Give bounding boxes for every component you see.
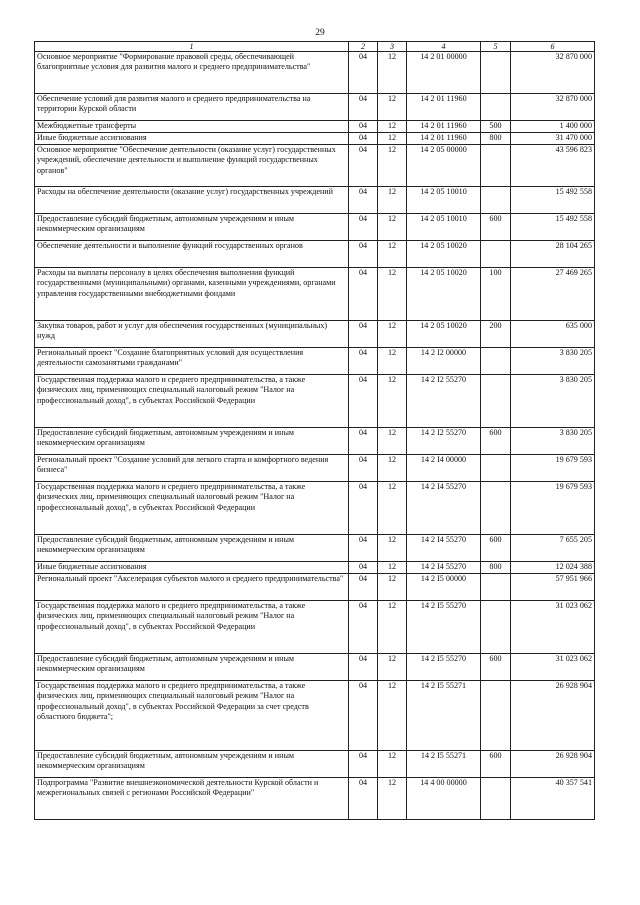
row-subsection-cell: 12 [378, 482, 407, 535]
row-expense-type-cell: 100 [481, 268, 511, 321]
row-amount-cell: 15 492 558 [511, 214, 595, 241]
row-expense-type-cell: 600 [481, 535, 511, 562]
row-amount-cell: 3 830 205 [511, 428, 595, 455]
row-target-article-cell: 14 2 01 11960 [407, 133, 481, 145]
row-subsection-cell: 12 [378, 133, 407, 145]
page-number: 29 [315, 28, 325, 38]
row-section-cell: 04 [349, 574, 378, 601]
row-amount-cell: 15 492 558 [511, 187, 595, 214]
row-name-cell: Предоставление субсидий бюджетным, автономным учреждениям и иным некоммерческим организациям [35, 654, 349, 681]
header-cell: 1 [35, 42, 349, 52]
table-row [35, 778, 595, 820]
header-cell: 5 [481, 42, 511, 52]
table-row [35, 52, 595, 94]
row-target-article-cell: 14 2 I5 55271 [407, 681, 481, 751]
row-target-article-cell: 14 2 I5 00000 [407, 574, 481, 601]
row-subsection-cell: 12 [378, 574, 407, 601]
row-name-cell: Расходы на обеспечение деятельности (оказание услуг) государственных учреждений [35, 187, 349, 214]
row-expense-type-cell: 600 [481, 214, 511, 241]
row-expense-type-cell [481, 348, 511, 375]
table-row [35, 562, 595, 574]
row-section-cell: 04 [349, 428, 378, 455]
row-subsection-cell: 12 [378, 268, 407, 321]
row-expense-type-cell: 600 [481, 751, 511, 778]
row-expense-type-cell [481, 482, 511, 535]
row-name-cell: Региональный проект "Создание условий для легкого старта и комфортного ведения бизнеса" [35, 455, 349, 482]
table-row [35, 455, 595, 482]
row-target-article-cell: 14 2 I4 55270 [407, 562, 481, 574]
row-amount-cell: 3 830 205 [511, 375, 595, 428]
row-name-cell: Предоставление субсидий бюджетным, автономным учреждениям и иным некоммерческим организациям [35, 428, 349, 455]
row-subsection-cell: 12 [378, 241, 407, 268]
row-name-cell: Закупка товаров, работ и услуг для обеспечения государственных (муниципальных) нужд [35, 321, 349, 348]
row-name-cell: Обеспечение деятельности и выполнение функций государственных органов [35, 241, 349, 268]
row-subsection-cell: 12 [378, 321, 407, 348]
row-amount-cell: 43 596 823 [511, 145, 595, 187]
row-subsection-cell: 12 [378, 348, 407, 375]
row-name-cell: Региональный проект "Акселерация субъектов малого и среднего предпринимательства" [35, 574, 349, 601]
row-name-cell: Государственная поддержка малого и среднего предпринимательства, а также физических лиц, применяющих специальный налоговый режим "Налог на профессиональный доход", в субъектах Российской Федерации [35, 482, 349, 535]
row-amount-cell: 57 951 966 [511, 574, 595, 601]
row-name-cell: Предоставление субсидий бюджетным, автономным учреждениям и иным некоммерческим организациям [35, 214, 349, 241]
row-target-article-cell: 14 2 05 10020 [407, 321, 481, 348]
header-row [35, 42, 595, 52]
row-expense-type-cell [481, 601, 511, 654]
table-row [35, 428, 595, 455]
row-section-cell: 04 [349, 268, 378, 321]
row-amount-cell: 3 830 205 [511, 348, 595, 375]
row-section-cell: 04 [349, 145, 378, 187]
row-subsection-cell: 12 [378, 455, 407, 482]
row-expense-type-cell [481, 241, 511, 268]
row-target-article-cell: 14 4 00 00000 [407, 778, 481, 820]
row-subsection-cell: 12 [378, 94, 407, 121]
row-section-cell: 04 [349, 681, 378, 751]
row-amount-cell: 26 928 904 [511, 751, 595, 778]
row-section-cell: 04 [349, 348, 378, 375]
row-amount-cell: 12 024 388 [511, 562, 595, 574]
row-section-cell: 04 [349, 751, 378, 778]
table-row [35, 121, 595, 133]
row-subsection-cell: 12 [378, 375, 407, 428]
row-section-cell: 04 [349, 321, 378, 348]
row-subsection-cell: 12 [378, 681, 407, 751]
row-name-cell: Обеспечение условий для развития малого и среднего предпринимательства на территории Курской области [35, 94, 349, 121]
row-expense-type-cell [481, 145, 511, 187]
row-name-cell: Иные бюджетные ассигнования [35, 133, 349, 145]
row-expense-type-cell [481, 187, 511, 214]
table-row [35, 133, 595, 145]
table-row [35, 482, 595, 535]
row-name-cell: Основное мероприятие "Обеспечение деятельности (оказание услуг) государственных учреждений, обеспечение деятельности и выполнение функций государственных органов" [35, 145, 349, 187]
row-name-cell: Межбюджетные трансферты [35, 121, 349, 133]
row-target-article-cell: 14 2 I4 55270 [407, 535, 481, 562]
row-subsection-cell: 12 [378, 562, 407, 574]
row-amount-cell: 32 870 000 [511, 94, 595, 121]
row-amount-cell: 31 470 000 [511, 133, 595, 145]
row-subsection-cell: 12 [378, 187, 407, 214]
row-expense-type-cell [481, 52, 511, 94]
row-expense-type-cell [481, 681, 511, 751]
row-amount-cell: 19 679 593 [511, 455, 595, 482]
table-row [35, 214, 595, 241]
row-expense-type-cell: 200 [481, 321, 511, 348]
row-name-cell: Расходы на выплаты персоналу в целях обеспечения выполнения функций государственными (муниципальными) органами, казенными учреждениями, органами управления государственными внебюджетными фондами [35, 268, 349, 321]
row-section-cell: 04 [349, 214, 378, 241]
row-target-article-cell: 14 2 05 10010 [407, 187, 481, 214]
row-expense-type-cell [481, 455, 511, 482]
row-name-cell: Подпрограмма "Развитие внешнеэкономической деятельности Курской области и межрегиональных связей с регионами Российской Федерации" [35, 778, 349, 820]
row-expense-type-cell: 800 [481, 562, 511, 574]
row-section-cell: 04 [349, 121, 378, 133]
row-expense-type-cell: 500 [481, 121, 511, 133]
row-subsection-cell: 12 [378, 428, 407, 455]
row-section-cell: 04 [349, 482, 378, 535]
row-section-cell: 04 [349, 375, 378, 428]
row-subsection-cell: 12 [378, 52, 407, 94]
row-amount-cell: 19 679 593 [511, 482, 595, 535]
row-section-cell: 04 [349, 94, 378, 121]
table-row [35, 375, 595, 428]
table-row [35, 187, 595, 214]
table-row [35, 145, 595, 187]
header-cell: 2 [349, 42, 378, 52]
row-section-cell: 04 [349, 562, 378, 574]
row-amount-cell: 1 400 000 [511, 121, 595, 133]
header-cell: 6 [511, 42, 595, 52]
row-amount-cell: 7 655 205 [511, 535, 595, 562]
row-name-cell: Предоставление субсидий бюджетным, автономным учреждениям и иным некоммерческим организациям [35, 751, 349, 778]
row-section-cell: 04 [349, 535, 378, 562]
row-section-cell: 04 [349, 455, 378, 482]
row-section-cell: 04 [349, 133, 378, 145]
row-subsection-cell: 12 [378, 751, 407, 778]
row-amount-cell: 26 928 904 [511, 681, 595, 751]
row-target-article-cell: 14 2 05 10020 [407, 241, 481, 268]
row-subsection-cell: 12 [378, 601, 407, 654]
row-name-cell: Предоставление субсидий бюджетным, автономным учреждениям и иным некоммерческим организациям [35, 535, 349, 562]
table-row [35, 94, 595, 121]
header-cell: 4 [407, 42, 481, 52]
row-target-article-cell: 14 2 I4 00000 [407, 455, 481, 482]
table-row [35, 321, 595, 348]
table-row [35, 348, 595, 375]
table-row [35, 574, 595, 601]
row-section-cell: 04 [349, 778, 378, 820]
row-target-article-cell: 14 2 05 10020 [407, 268, 481, 321]
row-target-article-cell: 14 2 I5 55270 [407, 601, 481, 654]
row-expense-type-cell [481, 375, 511, 428]
row-name-cell: Государственная поддержка малого и среднего предпринимательства, а также физических лиц, применяющих специальный налоговый режим "Налог на профессиональный доход", в субъектах Российской Федерации [35, 375, 349, 428]
row-subsection-cell: 12 [378, 145, 407, 187]
row-target-article-cell: 14 2 01 11960 [407, 94, 481, 121]
row-target-article-cell: 14 2 I5 55270 [407, 654, 481, 681]
row-target-article-cell: 14 2 I2 00000 [407, 348, 481, 375]
row-target-article-cell: 14 2 I2 55270 [407, 428, 481, 455]
row-name-cell: Иные бюджетные ассигнования [35, 562, 349, 574]
row-section-cell: 04 [349, 52, 378, 94]
row-name-cell: Государственная поддержка малого и среднего предпринимательства, а также физических лиц, применяющих специальный налоговый режим "Налог на профессиональный доход", в субъектах Российской Федерации за счет средств областного бюджета"; [35, 681, 349, 751]
row-amount-cell: 28 104 265 [511, 241, 595, 268]
row-expense-type-cell: 600 [481, 654, 511, 681]
row-subsection-cell: 12 [378, 535, 407, 562]
row-amount-cell: 27 469 265 [511, 268, 595, 321]
row-name-cell: Государственная поддержка малого и среднего предпринимательства, а также физических лиц, применяющих специальный налоговый режим "Налог на профессиональный доход", в субъектах Российской Федерации [35, 601, 349, 654]
row-target-article-cell: 14 2 01 11960 [407, 121, 481, 133]
row-expense-type-cell [481, 574, 511, 601]
table-row [35, 535, 595, 562]
table-row [35, 601, 595, 654]
table-row [35, 241, 595, 268]
row-section-cell: 04 [349, 241, 378, 268]
table-row [35, 681, 595, 751]
table-row [35, 268, 595, 321]
row-subsection-cell: 12 [378, 214, 407, 241]
row-name-cell: Региональный проект "Создание благоприятных условий для осуществления деятельности самозанятыми гражданами" [35, 348, 349, 375]
row-section-cell: 04 [349, 187, 378, 214]
row-target-article-cell: 14 2 I4 55270 [407, 482, 481, 535]
row-section-cell: 04 [349, 654, 378, 681]
row-expense-type-cell: 600 [481, 428, 511, 455]
row-amount-cell: 31 023 062 [511, 654, 595, 681]
row-subsection-cell: 12 [378, 778, 407, 820]
row-amount-cell: 32 870 000 [511, 52, 595, 94]
row-subsection-cell: 12 [378, 654, 407, 681]
row-expense-type-cell: 800 [481, 133, 511, 145]
row-subsection-cell: 12 [378, 121, 407, 133]
table-row [35, 654, 595, 681]
row-amount-cell: 635 000 [511, 321, 595, 348]
row-section-cell: 04 [349, 601, 378, 654]
header-cell: 3 [378, 42, 407, 52]
row-amount-cell: 31 023 062 [511, 601, 595, 654]
row-target-article-cell: 14 2 I2 55270 [407, 375, 481, 428]
row-name-cell: Основное мероприятие "Формирование правовой среды, обеспечивающей благоприятные условия для развития малого и среднего предпринимательства" [35, 52, 349, 94]
row-expense-type-cell [481, 778, 511, 820]
budget-table [34, 41, 595, 820]
row-amount-cell: 40 357 541 [511, 778, 595, 820]
row-target-article-cell: 14 2 05 00000 [407, 145, 481, 187]
row-target-article-cell: 14 2 01 00000 [407, 52, 481, 94]
row-expense-type-cell [481, 94, 511, 121]
row-target-article-cell: 14 2 I5 55271 [407, 751, 481, 778]
row-target-article-cell: 14 2 05 10010 [407, 214, 481, 241]
table-row [35, 751, 595, 778]
